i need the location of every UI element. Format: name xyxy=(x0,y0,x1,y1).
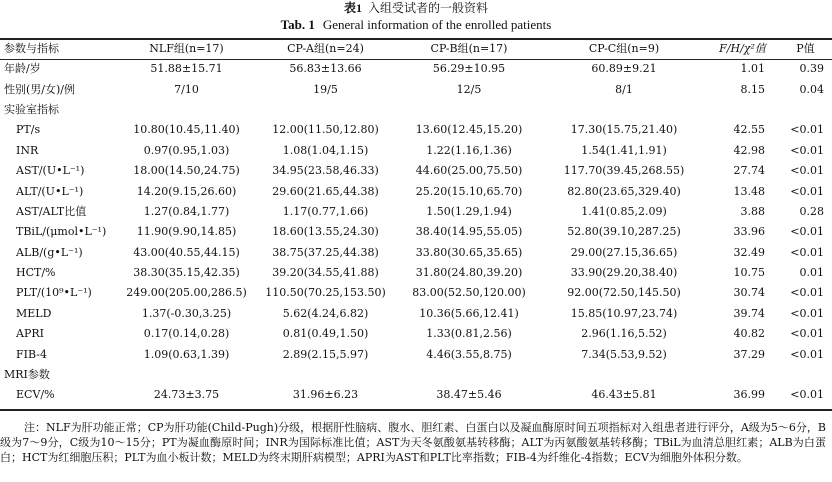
header-cpb: CP-B组(n=17) xyxy=(430,42,508,55)
row-label: HCT/% xyxy=(16,266,56,280)
table-title-cn-text: 入组受试者的一般资料 xyxy=(368,1,489,15)
table-cell: 14.20(9.15,26.60) xyxy=(136,184,237,198)
table-cell: 5.62(4.24,6.82) xyxy=(282,306,369,320)
table-cell: 17.30(15.75,21.40) xyxy=(570,123,678,137)
table-cell: 12/5 xyxy=(456,82,482,96)
table-cell: 46.43±5.81 xyxy=(591,388,657,402)
table-cell: 7.34(5.53,9.52) xyxy=(581,347,667,361)
table-cell: 37.29 xyxy=(733,347,765,361)
table-cell: 60.89±9.21 xyxy=(591,62,657,76)
table-cell: 0.28 xyxy=(799,204,824,218)
table-cell: 12.00(11.50,12.80) xyxy=(272,123,379,137)
table-cell: 1.37(-0.30,3.25) xyxy=(141,306,232,320)
table-row xyxy=(0,181,832,201)
table-cell: 38.30(35.15,42.35) xyxy=(133,266,240,280)
header-parameter: 参数与指标 xyxy=(4,42,59,55)
table-number-cn: 表1 xyxy=(343,1,362,15)
table-cell: <0.01 xyxy=(790,347,824,361)
table-cell xyxy=(118,365,255,385)
table-cell: 25.20(15.10,65.70) xyxy=(415,184,523,198)
table-row xyxy=(0,385,832,405)
table-cell: <0.01 xyxy=(790,286,824,300)
table-cell xyxy=(706,100,779,120)
table-row xyxy=(0,283,832,303)
table-cell: 1.27(0.84,1.77) xyxy=(143,204,230,218)
table-cell: 43.00(40.55,44.15) xyxy=(133,245,240,259)
table-cell: <0.01 xyxy=(790,306,824,320)
row-label: ALT/(U•L⁻¹) xyxy=(16,184,84,198)
table-cell: 1.22(1.16,1.36) xyxy=(426,143,512,157)
table-cell: 32.49 xyxy=(733,245,765,259)
table-cell: 0.39 xyxy=(799,62,824,76)
row-label: FIB-4 xyxy=(16,347,47,361)
table-cell: 13.60(12.45,15.20) xyxy=(415,123,523,137)
table-cell: 3.88 xyxy=(740,204,765,218)
table-cell: 11.90(9.90,14.85) xyxy=(136,225,237,239)
row-label: ALB/(g•L⁻¹) xyxy=(16,245,83,259)
table-cell xyxy=(779,100,832,120)
table-cell: 1.54(1.41,1.91) xyxy=(581,143,667,157)
table-cell: 56.83±13.66 xyxy=(289,62,362,76)
table-cell: 0.97(0.95,1.03) xyxy=(143,143,230,157)
table-cell xyxy=(542,365,706,385)
table-cell: 44.60(25.00,75.50) xyxy=(415,164,523,178)
row-label: 实验室指标 xyxy=(4,102,59,116)
table-cell: 1.50(1.29,1.94) xyxy=(426,204,512,218)
table-cell: <0.01 xyxy=(790,184,824,198)
table-cell: 10.80(10.45,11.40) xyxy=(133,123,240,137)
table-header-row xyxy=(0,39,832,59)
table-cell: 38.47±5.46 xyxy=(436,388,502,402)
table-number-en: Tab. 1 xyxy=(280,17,315,32)
table-cell: 33.90(29.20,38.40) xyxy=(570,266,678,280)
table-footnote: 注：NLF为肝功能正常；CP为肝功能(Child-Pugh)分级，根据肝性脑病、腹水、胆红素、白蛋白以及凝血酶原时间五项指标对入组患者进行评分，A级为5～6分，B级为7～9分，C级为10～15分；PT为凝血酶原时间；INR为国际标准比值；AST为天冬氨酸氨基转移酶；ALT为丙氨酸氨基转移酶；TBiL为血清总胆红素；ALB为白蛋白；HCT为红细胞压积；PLT为血小板计数；MELD为终末期肝病模型；APRI为AST和PLT比率指数；FIB-4为纤维化-4指数；ECV为细胞外体积分数。 xyxy=(0,421,826,464)
header-statistic: F/H/χ²值 xyxy=(719,42,766,55)
table-cell: 39.74 xyxy=(733,306,765,320)
table-row xyxy=(0,100,832,120)
table-cell xyxy=(255,100,396,120)
table-cell: 39.20(34.55,41.88) xyxy=(272,266,379,280)
table-row xyxy=(0,141,832,161)
table-cell: 4.46(3.55,8.75) xyxy=(426,347,512,361)
table-row xyxy=(0,304,832,324)
row-label: TBiL/(μmol•L⁻¹) xyxy=(16,225,107,239)
header-cpc: CP-C组(n=9) xyxy=(588,42,660,55)
table-cell: 249.00(205.00,286.5) xyxy=(126,286,247,300)
table-cell: 92.00(72.50,145.50) xyxy=(567,286,681,300)
table-cell: 0.81(0.49,1.50) xyxy=(282,327,369,341)
table-row xyxy=(0,365,832,385)
table-row xyxy=(0,79,832,99)
table-cell: 8.15 xyxy=(740,82,765,96)
table-title-en-text: General information of the enrolled patients xyxy=(322,17,552,32)
table-cell: 40.82 xyxy=(733,327,765,341)
table-cell: 1.41(0.85,2.09) xyxy=(581,204,667,218)
table-row xyxy=(0,344,832,364)
table-cell: 83.00(52.50,120.00) xyxy=(412,286,526,300)
table-row xyxy=(0,243,832,263)
table-row xyxy=(0,59,832,79)
table-cell xyxy=(396,100,542,120)
table-cell: 1.09(0.63,1.39) xyxy=(143,347,230,361)
table-cell: 2.96(1.16,5.52) xyxy=(581,327,667,341)
table-cell: <0.01 xyxy=(790,327,824,341)
table-cell: 42.55 xyxy=(733,123,765,137)
table-cell: 29.00(27.15,36.65) xyxy=(570,245,678,259)
table-cell: 38.40(14.95,55.05) xyxy=(415,225,523,239)
table-cell: 19/5 xyxy=(313,82,338,96)
table-cell: 36.99 xyxy=(733,388,765,402)
row-label: PT/s xyxy=(16,123,41,137)
table-cell: <0.01 xyxy=(790,388,824,402)
row-label: 年龄/岁 xyxy=(4,62,41,76)
row-label: INR xyxy=(16,143,39,157)
row-label: 性别(男/女)/例 xyxy=(4,82,75,96)
table-cell: <0.01 xyxy=(790,164,824,178)
table-cell: 24.73±3.75 xyxy=(153,388,220,402)
table-row xyxy=(0,324,832,344)
table-cell: 29.60(21.65,44.38) xyxy=(272,184,379,198)
row-label: ECV/% xyxy=(16,388,55,402)
table-cell: 2.89(2.15,5.97) xyxy=(282,347,369,361)
table-cell: 51.88±15.71 xyxy=(150,62,223,76)
table-cell: 1.01 xyxy=(740,62,765,76)
table-cell: 8/1 xyxy=(615,82,633,96)
table-cell: <0.01 xyxy=(790,143,824,157)
table-cell: <0.01 xyxy=(790,123,824,137)
table-cell xyxy=(255,365,396,385)
table-cell: 31.96±6.23 xyxy=(292,388,359,402)
table-cell xyxy=(706,365,779,385)
header-cpa: CP-A组(n=24) xyxy=(287,42,364,55)
table-cell: 31.80(24.80,39.20) xyxy=(415,266,523,280)
header-p-value: P值 xyxy=(796,42,815,55)
table-cell: 10.36(5.66,12.41) xyxy=(419,306,519,320)
table-cell: 18.60(13.55,24.30) xyxy=(272,225,379,239)
table-cell: 15.85(10.97,23.74) xyxy=(570,306,678,320)
table-cell xyxy=(779,365,832,385)
table-cell: <0.01 xyxy=(790,225,824,239)
data-table xyxy=(0,39,832,406)
row-label: MRI参数 xyxy=(4,368,50,382)
table-cell: 1.08(1.04,1.15) xyxy=(282,143,369,157)
table-title-cn xyxy=(0,1,832,16)
table-cell: <0.01 xyxy=(790,245,824,259)
row-label: APRI xyxy=(16,327,44,341)
row-label: PLT/(10⁹•L⁻¹) xyxy=(16,286,92,300)
table-cell: 7/10 xyxy=(174,82,199,96)
table-cell: 0.01 xyxy=(799,266,824,280)
table-cell: 56.29±10.95 xyxy=(432,62,506,76)
table-title-en xyxy=(0,17,832,33)
table-cell: 0.04 xyxy=(799,82,824,96)
table-cell: 33.80(30.65,35.65) xyxy=(415,245,523,259)
table-cell xyxy=(542,100,706,120)
table-row xyxy=(0,222,832,242)
table-cell: 13.48 xyxy=(733,184,765,198)
table-cell: 1.33(0.81,2.56) xyxy=(426,327,512,341)
table-row xyxy=(0,161,832,181)
table-row xyxy=(0,120,832,140)
row-label: AST/(U•L⁻¹) xyxy=(16,164,85,178)
bottom-rule xyxy=(0,409,832,411)
table-cell xyxy=(396,365,542,385)
header-nlf: NLF组(n=17) xyxy=(149,42,224,55)
table-cell: 52.80(39.10,287.25) xyxy=(567,225,681,239)
table-cell: 0.17(0.14,0.28) xyxy=(143,327,230,341)
row-label: MELD xyxy=(16,306,52,320)
table-cell: 30.74 xyxy=(733,286,765,300)
table-cell: 18.00(14.50,24.75) xyxy=(133,164,240,178)
table-cell: 82.80(23.65,329.40) xyxy=(567,184,681,198)
table-cell: 1.17(0.77,1.66) xyxy=(282,204,369,218)
table-cell xyxy=(118,100,255,120)
table-cell: 117.70(39.45,268.55) xyxy=(563,164,685,178)
table-cell: 10.75 xyxy=(733,266,765,280)
table-cell: 38.75(37.25,44.38) xyxy=(272,245,379,259)
table-cell: 27.74 xyxy=(733,164,765,178)
table-row xyxy=(0,263,832,283)
table-cell: 110.50(70.25,153.50) xyxy=(265,286,386,300)
table-row xyxy=(0,202,832,222)
row-label: AST/ALT比值 xyxy=(16,204,87,218)
table-cell: 42.98 xyxy=(733,143,765,157)
table-cell: 33.96 xyxy=(733,225,765,239)
table-cell: 34.95(23.58,46.33) xyxy=(272,164,379,178)
